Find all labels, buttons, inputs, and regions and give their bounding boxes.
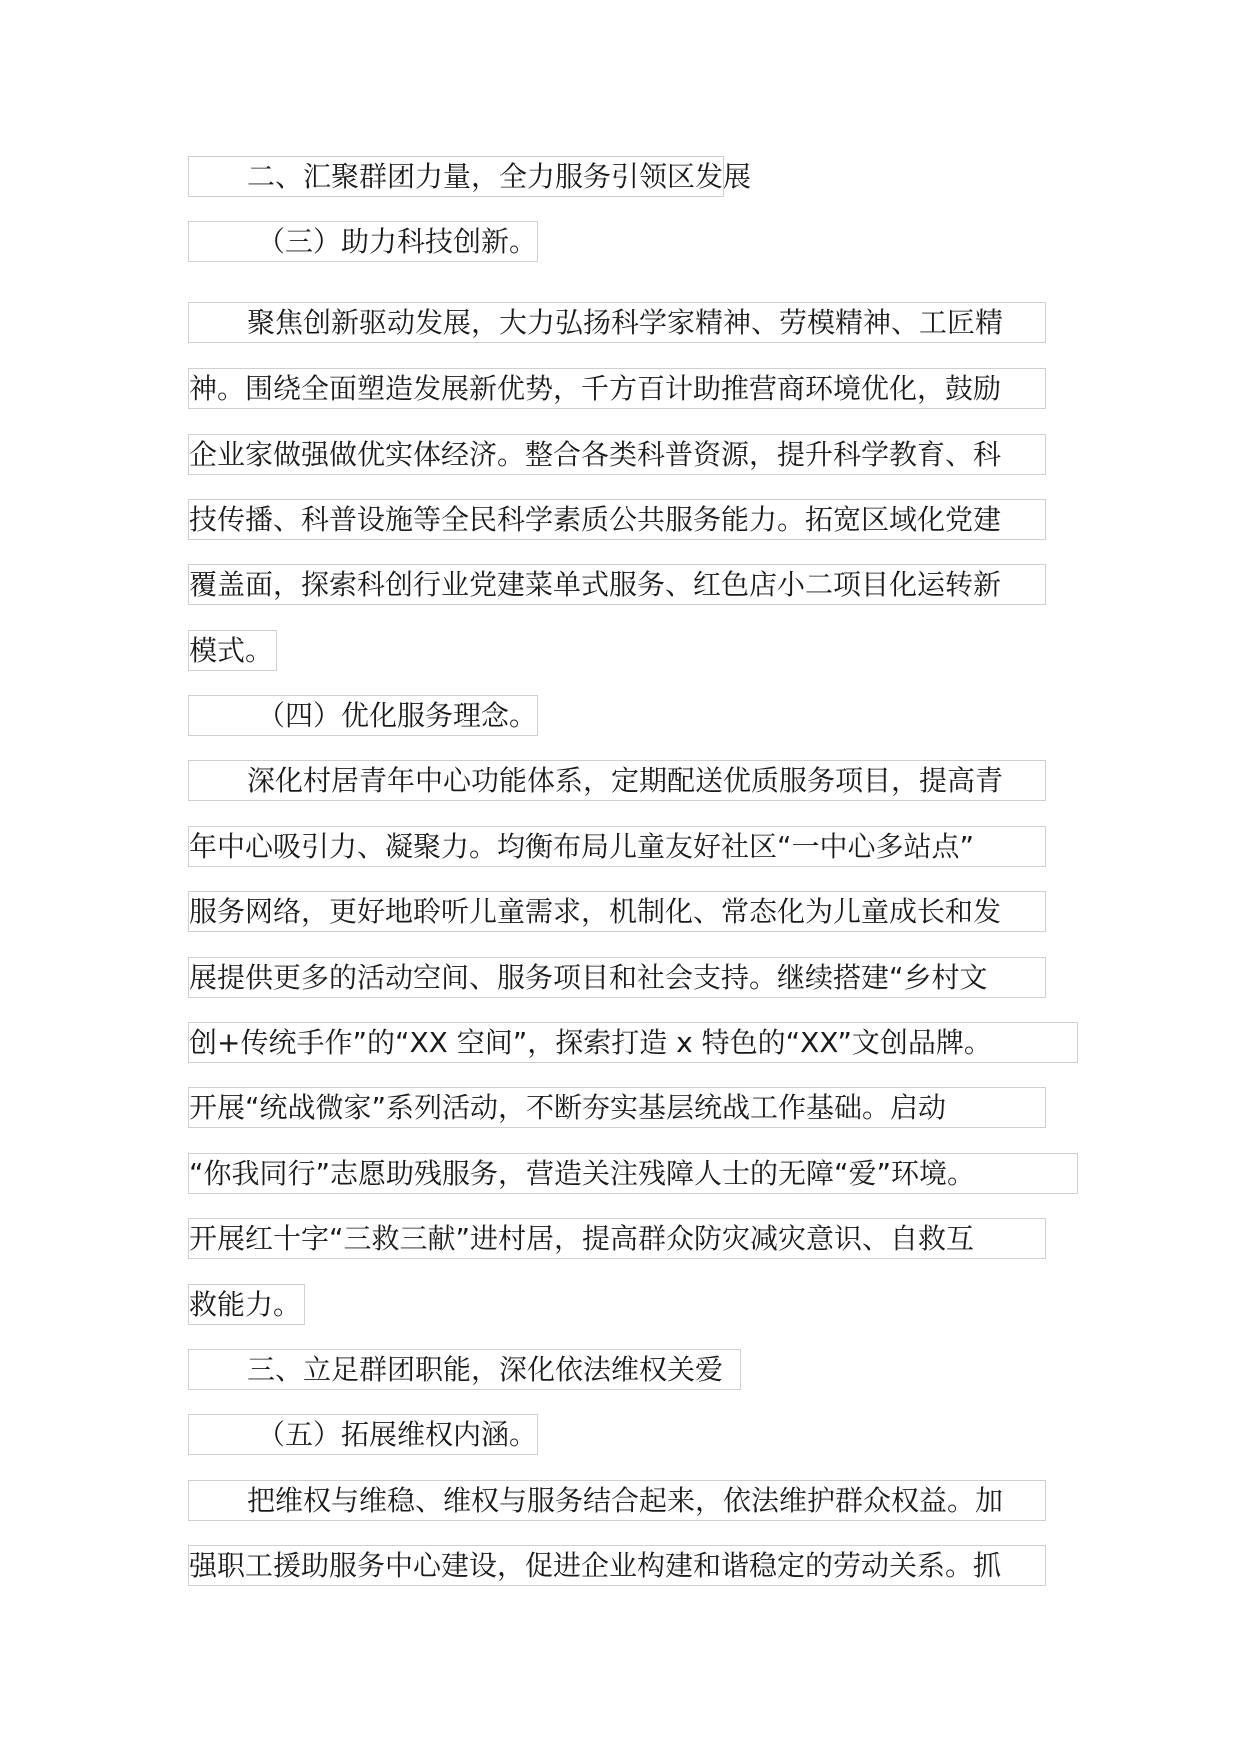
subsection-heading-4: （四）优化服务理念。	[188, 695, 538, 736]
paragraph-line: 神。围绕全面塑造发展新优势，千方百计助推营商环境优化，鼓励	[188, 368, 1046, 409]
subsection-heading-3: （三）助力科技创新。	[188, 221, 538, 262]
paragraph-line: 年中心吸引力、凝聚力。均衡布局儿童友好社区“一中心多站点”	[188, 826, 1046, 867]
paragraph-line: 模式。	[188, 630, 277, 671]
paragraph-line: 服务网络，更好地聆听儿童需求，机制化、常态化为儿童成长和发	[188, 891, 1046, 932]
subsection-heading-5: （五）拓展维权内涵。	[188, 1414, 538, 1455]
paragraph-line: 深化村居青年中心功能体系，定期配送优质服务项目，提高青	[188, 760, 1046, 801]
paragraph-line: “你我同行”志愿助残服务，营造关注残障人士的无障“爱”环境。	[188, 1153, 1078, 1194]
paragraph-line: 救能力。	[188, 1284, 305, 1325]
paragraph-line: 开展红十字“三救三献”进村居，提高群众防灾减灾意识、自救互	[188, 1218, 1046, 1259]
paragraph-line: 创+传统手作”的“XX 空间”，探索打造 x 特色的“XX”文创品牌。	[188, 1022, 1078, 1063]
paragraph-line: 聚焦创新驱动发展，大力弘扬科学家精神、劳模精神、工匠精	[188, 302, 1046, 343]
paragraph-line: 覆盖面，探索科创行业党建菜单式服务、红色店小二项目化运转新	[188, 564, 1046, 605]
section-heading-2: 二、汇聚群团力量，全力服务引领区发展	[188, 156, 724, 197]
paragraph-line: 开展“统战微家”系列活动，不断夯实基层统战工作基础。启动	[188, 1087, 1046, 1128]
paragraph-line: 强职工援助服务中心建设，促进企业构建和谐稳定的劳动关系。抓	[188, 1545, 1046, 1586]
paragraph-line: 技传播、科普设施等全民科学素质公共服务能力。拓宽区域化党建	[188, 499, 1046, 540]
paragraph-line: 展提供更多的活动空间、服务项目和社会支持。继续搭建“乡村文	[188, 957, 1046, 998]
section-heading-3: 三、立足群团职能，深化依法维权关爱	[188, 1349, 741, 1390]
paragraph-line: 企业家做强做优实体经济。整合各类科普资源，提升科学教育、科	[188, 434, 1046, 475]
paragraph-line: 把维权与维稳、维权与服务结合起来，依法维护群众权益。加	[188, 1480, 1046, 1521]
